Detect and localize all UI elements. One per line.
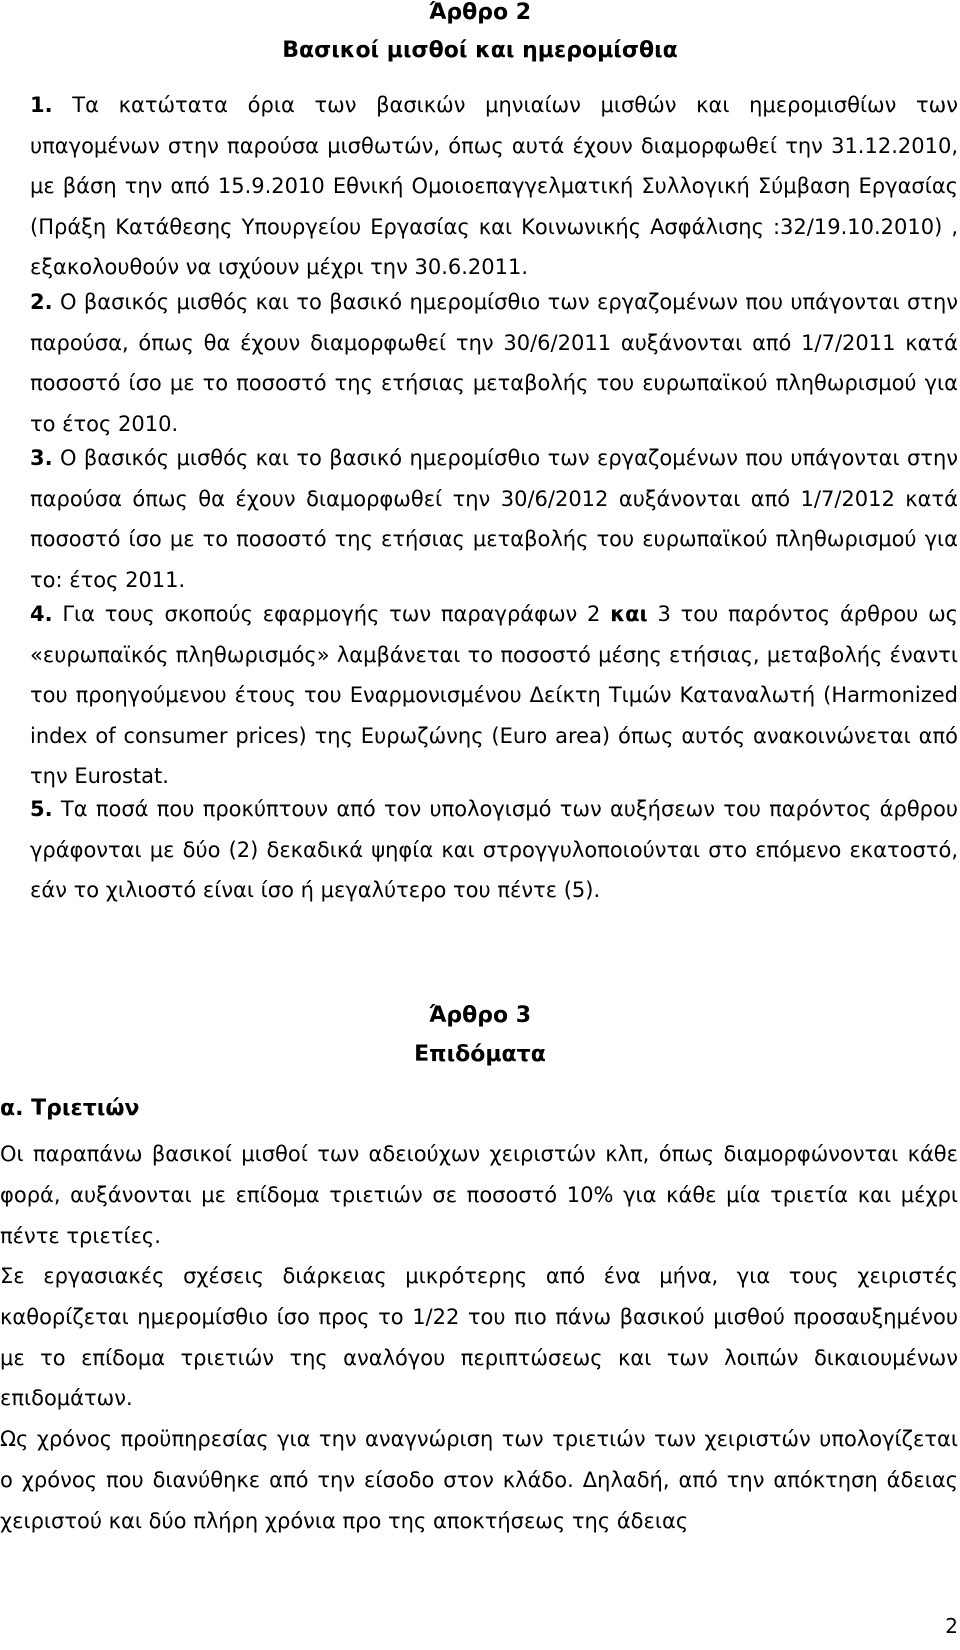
paragraph-number: 1.	[30, 93, 53, 117]
paragraph-text: Τα ποσά που προκύπτουν από τον υπολογισμό των αυξήσεων του παρόντος άρθρου γράφονται με δύο (2) δεκαδικά ψηφία και στρογγυλοποιούνται στο επόμενο εκατοστό, εάν το χιλιοστό είναι ίσο ή μεγαλύτερο του πέντε (5).	[30, 797, 958, 903]
section-a-paragraph-1: Οι παραπάνω βασικοί μισθοί των αδειούχων χειριστών κλπ, όπως διαμορφώνονται κάθε φορά, αυξάνονται με επίδομα τριετιών σε ποσοστό 10% για κάθε μία τριετία και μέχρι πέντε τριετίες.	[0, 1142, 958, 1248]
paragraph-text: Ο βασικός μισθός και το βασικό ημερομίσθιο των εργαζομένων που υπάγονται στην παρούσα όπως θα έχουν διαμορφωθεί την 30/6/2012 αυξάνονται από 1/7/2012 κατά ποσοστό ίσο με το ποσοστό της ετήσιας μεταβολής του ευρωπαϊκού πληθωρισμού για το: έτος 2011.	[30, 446, 958, 592]
section-a-paragraph-3: Ως χρόνος προϋπηρεσίας για την αναγνώριση των τριετιών των χειριστών υπολογίζεται ο χρόνος που διανύθηκε από την είσοδο στον κλάδο. Δηλαδή, από την απόκτηση άδειας χειριστού και δύο πλήρη χρόνια προ της αποκτήσεως της άδειας	[0, 1427, 958, 1533]
paragraph-text: Ο βασικός μισθός και το βασικό ημερομίσθιο των εργαζομένων που υπάγονται στην παρούσα, όπως θα έχουν διαμορφωθεί την 30/6/2011 αυξάνονται από 1/7/2011 κατά ποσοστό ίσο με το ποσοστό της ετήσιας μεταβολής του ευρωπαϊκού πληθωρισμού για το έτος 2010.	[30, 290, 958, 436]
paragraph-text: Τα κατώτατα όρια των βασικών μηνιαίων μισθών και ημερομισθίων των υπαγομένων στην παρούσα μισθωτών, όπως αυτά έχουν διαμορφωθεί την 31.12.2010, με βάση την από 15.9.2010 Εθνική Ομοιοεπαγγελματική Συλλογική Σύμβαση Εργασίας (Πράξη Κατάθεσης Υπουργείου Εργασίας και Κοινωνικής Ασφάλισης :32/19.10.2010) , εξακολουθούν να ισχύουν μέχρι την 30.6.2011.	[30, 93, 958, 280]
paragraph-number: 3.	[30, 446, 53, 470]
article-3-title: Άρθρο 3	[428, 1003, 532, 1028]
article-2-paragraph-4	[30, 594, 958, 797]
paragraph-bold-word: και	[610, 602, 648, 626]
paragraph-number: 2.	[30, 290, 53, 314]
article-2-paragraph-5	[30, 789, 958, 911]
paragraph-text-before: Για τους σκοπούς εφαρμογής των παραγράφων 2	[62, 602, 601, 626]
article-2-paragraph-2	[30, 282, 958, 444]
article-3-subtitle: Επιδόματα	[414, 1042, 546, 1067]
paragraph-number: 4.	[30, 602, 53, 626]
article-2-paragraph-1	[30, 85, 958, 288]
paragraph-text-after: 3 του παρόντος άρθρου ως «ευρωπαϊκός πληθωρισμός» λαμβάνεται το ποσοστό μέσης ετήσιας, μεταβολής έναντι του προηγούμενου έτους του Εναρμονισμένου Δείκτη Τιμών Καταναλωτή (Harmonized index of consumer prices) της Ευρωζώνης (Euro area) όπως αυτός ανακοινώνεται από την Eurostat.	[30, 602, 958, 789]
section-a-heading: α. Τριετιών	[0, 1096, 140, 1121]
paragraph-number: 5.	[30, 797, 53, 821]
page-number: 2	[945, 1614, 958, 1638]
article-2-title: Άρθρο 2	[428, 0, 532, 25]
article-2-subtitle: Βασικοί μισθοί και ημερομίσθια	[282, 38, 678, 63]
article-2-paragraph-3	[30, 438, 958, 600]
section-a-paragraph-2: Σε εργασιακές σχέσεις διάρκειας μικρότερης από ένα μήνα, για τους χειριστές καθορίζεται ημερομίσθιο ίσο προς το 1/22 του πιο πάνω βασικού μισθού προσαυξημένου με το επίδομα τριετιών της αναλόγου περιπτώσεως και των λοιπών δικαιουμένων επιδομάτων.	[0, 1264, 958, 1411]
